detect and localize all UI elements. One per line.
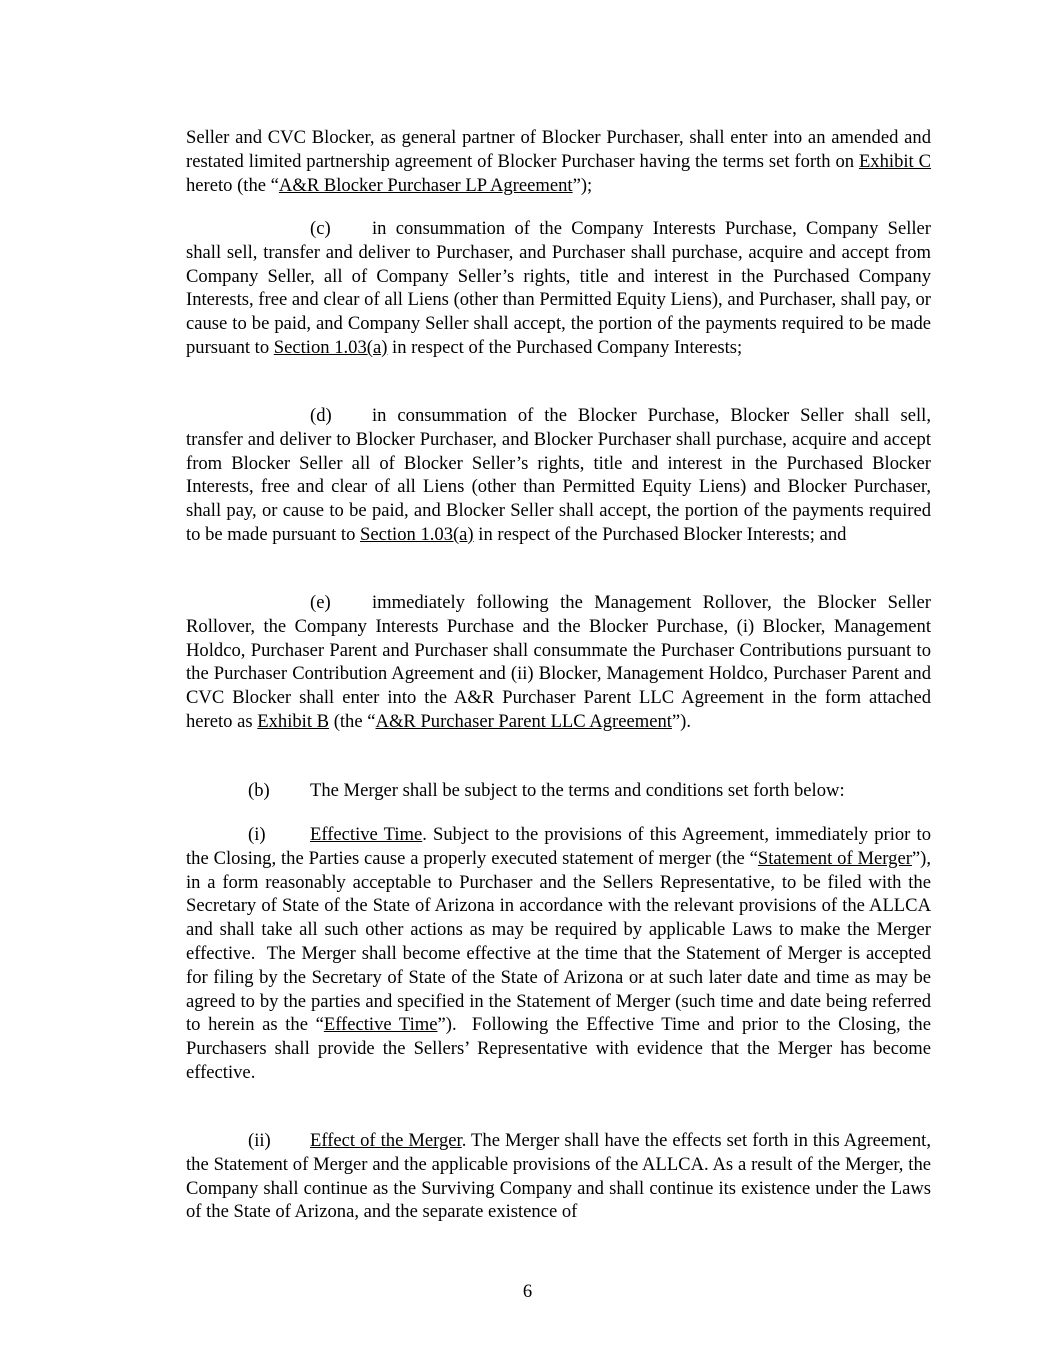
exhibit-c-reference: Exhibit C [858, 150, 932, 172]
text-segment: hereto (the “ [186, 174, 279, 196]
text-segment: (the “ [329, 710, 376, 732]
clause-label: (ii) [248, 1130, 271, 1151]
paragraph-effective-time [186, 823, 931, 1085]
text-segment: ”); [572, 174, 593, 196]
text-segment: ”). Following the Effective Time and prior to the Closing, the Purchasers shall provide the Sellers’ Representative with evidence that the Merger has become effective. [186, 1014, 931, 1083]
exhibit-b-reference: Exhibit B [257, 710, 330, 732]
text-segment: . The Merger shall have the effects set forth in this Agreement, the Statement of Merger and the applicable provisions of the ALLCA. As a result of the Merger, the Company shall continue as the Surviving Company and shall continue its existence under the Laws of the State of Arizona, and the separate existence of [186, 1130, 931, 1223]
text-segment: ”), in a form reasonably acceptable to Purchaser and the Sellers Representative, to be filed with the Secretary of State of the State of Arizona in accordance with the relevant provisions of the ALLCA and shall take all such other actions as may be required by applicable Laws to make the Merger effective. The Merger shall become effective at the time that the Statement of Merger is accepted for filing by the Secretary of State of the State of Arizona or at such later date and time as may be agreed to by the parties and specified in the Statement of Merger (such time and date being referred to herein as the “ [186, 847, 931, 1036]
section-heading: Effective Time [310, 824, 423, 845]
defined-term: A&R Blocker Purchaser LP Agreement [278, 174, 573, 196]
text-segment: in consummation of the Blocker Purchase, Blocker Seller shall sell, transfer and deliver to Blocker Purchaser, and Blocker Purchaser shall purchase, acquire and accept from Blocker Seller all of Blocker Seller’s rights, title and interest in the Purchased Blocker Interests, free and clear of all Liens (other than Permitted Equity Liens) and Blocker Purchaser, shall pay, or cause to be paid, and Blocker Seller shall accept, the portion of the payments required to be made pursuant to [186, 405, 931, 545]
defined-term: Statement of Merger [757, 847, 912, 869]
text-segment: . Subject to the provisions of this Agreement, immediately prior to the Closing, the Parties cause a properly executed statement of merger (the “ [186, 824, 931, 869]
paragraph-b [186, 779, 931, 803]
paragraph-effect-of-merger [186, 1129, 931, 1224]
paragraph-d [186, 404, 931, 547]
clause-label: (i) [248, 824, 266, 845]
text-segment: in consummation of the Company Interests Purchase, Company Seller shall sell, transfer and deliver to Purchaser, and Purchaser shall purchase, acquire and accept from Company Seller, all of Company Seller’s rights, title and interest in the Purchased Company Interests, free and clear of all Liens (other than Permitted Equity Liens), and Purchaser, shall pay, or cause to be paid, and Company Seller shall accept, the portion of the payments required to be made pursuant to [186, 218, 931, 358]
paragraph-lp-agreement [186, 126, 931, 197]
paragraph-c [186, 217, 931, 360]
clause-label: (b) [248, 780, 270, 801]
text-segment: ”). [671, 710, 692, 732]
text-segment: The Merger shall be subject to the terms and conditions set forth below: [310, 780, 845, 801]
section-reference: Section 1.03(a) [360, 523, 474, 545]
text-segment: in respect of the Purchased Blocker Interests; and [473, 523, 847, 545]
section-heading: Effect of the Merger [310, 1130, 462, 1151]
clause-label: (d) [310, 405, 332, 426]
clause-label: (c) [310, 218, 331, 239]
defined-term: Effective Time [323, 1014, 438, 1036]
paragraph-e [186, 591, 931, 734]
defined-term: A&R Purchaser Parent LLC Agreement [375, 710, 672, 732]
section-reference: Section 1.03(a) [273, 336, 388, 358]
clause-label: (e) [310, 592, 331, 613]
page-number: 6 [522, 1281, 533, 1302]
text-segment: immediately following the Management Rollover, the Blocker Seller Rollover, the Company Interests Purchase and the Blocker Purchase, (i) Blocker, Management Holdco, Purchaser Parent and Purchaser shall consummate the Purchaser Contributions pursuant to the Purchaser Contribution Agreement and (ii) Blocker, Management Holdco, Purchaser Parent and CVC Blocker shall enter into the A&R Purchaser Parent LLC Agreement in the form attached hereto as [186, 592, 931, 732]
text-segment: Seller and CVC Blocker, as general partner of Blocker Purchaser, shall enter into an amended and restated limited partnership agreement of Blocker Purchaser having the terms set forth on [186, 127, 931, 172]
text-segment: in respect of the Purchased Company Interests; [387, 336, 743, 358]
